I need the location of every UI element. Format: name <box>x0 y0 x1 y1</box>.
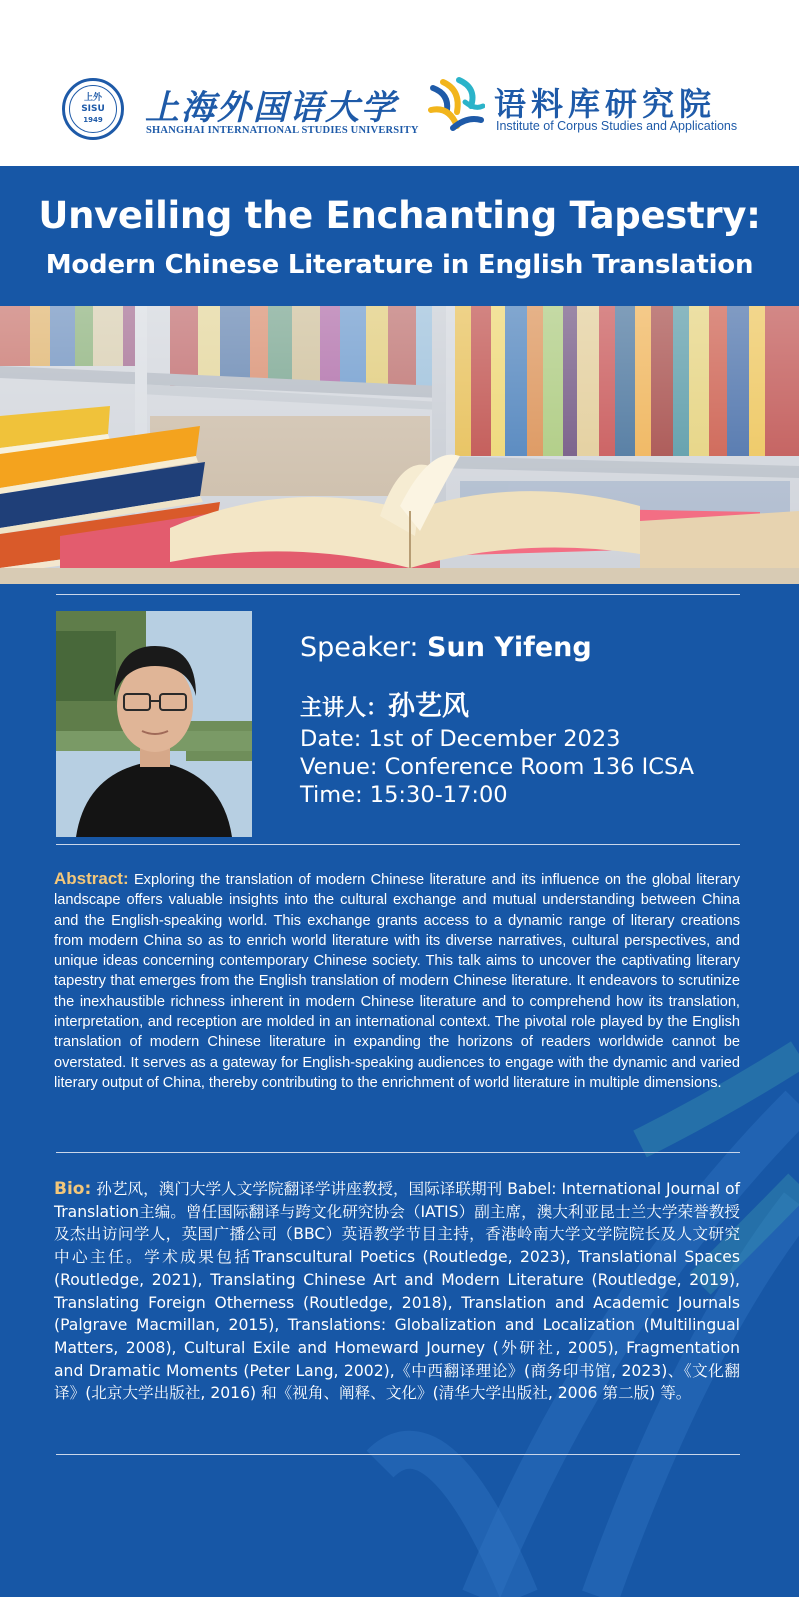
event-venue: Venue: Conference Room 136 ICSA <box>300 754 695 780</box>
books-illustration <box>0 306 799 584</box>
header <box>0 0 799 166</box>
speaker-en <box>300 632 592 663</box>
abstract-text: Exploring the translation of modern Chinese literature and its influence on the global literary landscape offers valuable insights into the cultural exchange and mutual understanding between China and the English-speaking world. This exchange grants access to a dynamic range of literary creations from modern China so as to enrich world literature with its diverse narratives, cultural perspectives, and unique ideas concerning contemporary Chinese society. This talk aims to uncover the captivating literary tapestry that emerges from the English translation of modern Chinese literature. It endeavors to scrutinize the inexhaustible richness inherent in modern Chinese literature and to comprehend how its translation, interpretation, and reception are molded in an international context. The pivotal role played by the English translation of modern Chinese literature in expanding the horizons of readers worldwide cannot be overstated. It serves as a gateway for English-speaking audiences to engage with the dynamic and varied literary output of China, thereby contributing to the enrichment of world literature in multiple dimensions. <box>54 872 740 1091</box>
sisu-seal-year: 1949 <box>83 115 103 124</box>
sisu-name-en: SHANGHAI INTERNATIONAL STUDIES UNIVERSITY <box>146 125 419 136</box>
bio-label: Bio: <box>54 1179 92 1199</box>
event-subtitle: Modern Chinese Literature in English Translation <box>45 250 754 280</box>
sisu-seal-logo <box>62 78 124 140</box>
sisu-seal-top: 上外 <box>83 92 102 103</box>
speaker-cn-label: 主讲人： <box>300 696 389 721</box>
speaker-cn <box>300 684 469 723</box>
divider-bio <box>56 1152 740 1153</box>
speaker-cn-name: 孙艺风 <box>388 691 470 722</box>
event-date: Date: 1st of December 2023 <box>300 726 621 752</box>
abstract-label: Abstract: <box>54 869 129 888</box>
abstract-block <box>54 869 740 1093</box>
divider-bottom <box>56 1454 740 1455</box>
event-title: Unveiling the Enchanting Tapestry: <box>38 194 761 237</box>
divider-top <box>56 594 740 595</box>
divider-mid <box>56 844 740 845</box>
sisu-name-cn: 上海外国语大学 <box>145 88 397 128</box>
speaker-en-name: Sun Yifeng <box>427 632 592 663</box>
event-time: Time: 15:30-17:00 <box>300 782 508 808</box>
books-banner-image <box>0 306 799 584</box>
icsa-name-cn: 语料库研究院 <box>494 85 717 123</box>
speaker-en-label: Speaker: <box>300 632 428 663</box>
bio-block <box>54 1178 740 1405</box>
icsa-name-en: Institute of Corpus Studies and Applications <box>496 119 738 133</box>
bio-text: 孙艺风，澳门大学人文学院翻译学讲座教授，国际译联期刊 Babel: International Journal of Translation主编。曾任国际翻译与跨文化研究协会（IATIS）副主席，澳大利亚昆士兰大学荣誉教授及杰出访问学人，英国广播公司（BBC）英语教学节目主持，香港岭南大学文学院院长及人文研究中心主任。学术成果包括Transcultural Poetics (Routledge, 2023), Translational Spaces (Routledge, 2021), Translating Chinese Art and Modern Literature (Routledge, 2019), Translating Foreign Otherness (Routledge, 2018), Translation and Academic Journals (Palgrave Macmillan, 2015), Translations: Globalization and Localization (Multilingual Matters, 2008), Cultural Exile and Homeward Journey (外研社, 2005), Fragmentation and Dramatic Moments (Peter Lang, 2002),《中西翻译理论》(商务印书馆, 2023)、《文化翻译》(北京大学出版社, 2016) 和《视角、阐释、文化》(清华大学出版社, 2006 第二版) 等。 <box>54 1180 740 1403</box>
content-panel <box>0 584 799 1597</box>
sisu-seal-mid: SISU <box>81 103 105 114</box>
speaker-photo <box>56 611 252 837</box>
icsa-logo-icon <box>427 76 485 134</box>
title-band <box>0 166 799 306</box>
